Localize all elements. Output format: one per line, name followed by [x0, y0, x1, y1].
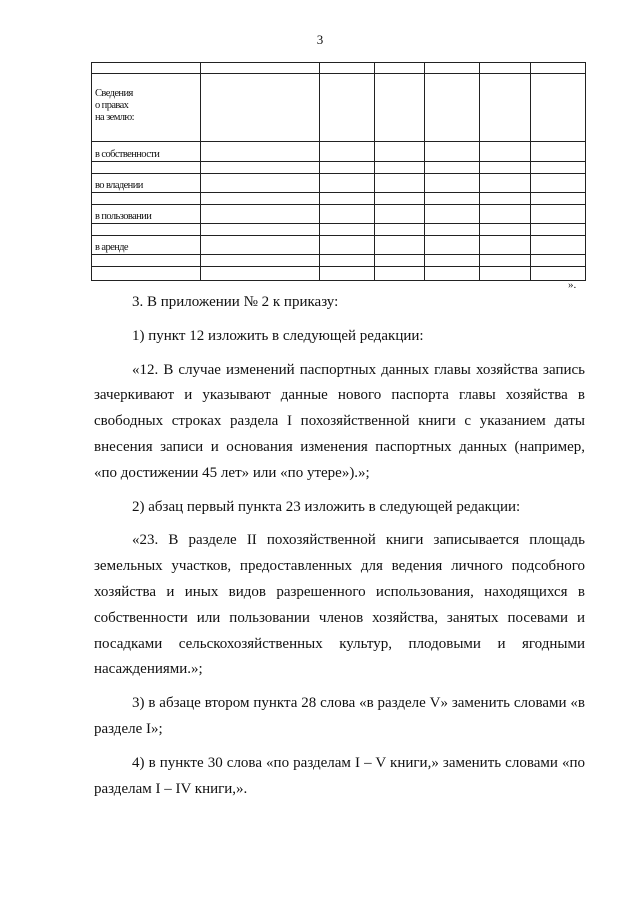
- table-row: [92, 267, 586, 281]
- table-cell: [480, 162, 531, 174]
- row-label: в собственности: [92, 142, 201, 162]
- paragraph: 4) в пункте 30 слова «по разделам I – V книги,» заменить словами «по разделам I – IV книги,».: [94, 754, 585, 797]
- table-cell: [320, 236, 375, 255]
- table-cell: [201, 255, 320, 267]
- table-row: [92, 236, 586, 255]
- table-cell: [320, 205, 375, 224]
- table-cell: [531, 174, 586, 193]
- table-row: [92, 224, 586, 236]
- table-cell: [531, 205, 586, 224]
- table-cell: [320, 174, 375, 193]
- paragraph: 1) пункт 12 изложить в следующей редакции:: [132, 327, 424, 344]
- table-cell: [425, 236, 480, 255]
- land-rights-table: [91, 62, 586, 281]
- table-cell: [425, 162, 480, 174]
- table-cell: [425, 142, 480, 162]
- table-cell: [375, 63, 425, 74]
- table-cell: [531, 255, 586, 267]
- row-label: в аренде: [92, 236, 201, 255]
- table-cell: [320, 162, 375, 174]
- table-cell: [375, 236, 425, 255]
- table-cell: [531, 74, 586, 142]
- table-cell: [425, 267, 480, 281]
- table-cell: [320, 74, 375, 142]
- table-cell: [320, 142, 375, 162]
- table-cell: [425, 193, 480, 205]
- table-cell: [480, 74, 531, 142]
- land-rights-header-cell: [92, 74, 201, 142]
- header-label-line: на землю:: [95, 112, 134, 123]
- table-cell: [425, 63, 480, 74]
- table-cell: [320, 63, 375, 74]
- table-row: [92, 255, 586, 267]
- table-cell: [92, 255, 201, 267]
- table-cell: [425, 255, 480, 267]
- body-text: [94, 290, 585, 802]
- table-cell: [480, 63, 531, 74]
- page-number: 3: [316, 32, 324, 47]
- paragraph: «23. В разделе II похозяйственной книги записывается площадь земельных участков, предоставленных для ведения личного подсобного хозяйства и иных видов разрешенного использования, находящихся в собственности или пользовании членов хозяйства, занятых посевами и посадками сельскохозяйственных культур, плодовыми и ягодными насаждениями.»;: [94, 532, 585, 678]
- table-cell: [92, 162, 201, 174]
- table-cell: [480, 142, 531, 162]
- table-cell: [480, 255, 531, 267]
- paragraph: 3) в абзаце втором пункта 28 слова «в разделе V» заменить словами «в разделе I»;: [94, 695, 585, 737]
- table-cell: [320, 255, 375, 267]
- table-cell: [201, 267, 320, 281]
- table-cell: [375, 267, 425, 281]
- table-cell: [320, 224, 375, 236]
- table-cell: [201, 63, 320, 74]
- paragraph: 3. В приложении № 2 к приказу:: [132, 294, 339, 310]
- table-cell: [480, 267, 531, 281]
- table-cell: [425, 224, 480, 236]
- table-cell: [531, 236, 586, 255]
- table-cell: [480, 236, 531, 255]
- header-label-line: о правах: [95, 100, 129, 111]
- table-cell: [201, 174, 320, 193]
- table-cell: [480, 224, 531, 236]
- table-cell: [375, 224, 425, 236]
- table-row: [92, 74, 586, 142]
- table-cell: [480, 205, 531, 224]
- table-row: [92, 174, 586, 193]
- table-cell: [201, 205, 320, 224]
- table-cell: [425, 174, 480, 193]
- table-cell: [531, 224, 586, 236]
- table-cell: [531, 63, 586, 74]
- table-cell: [531, 267, 586, 281]
- table-row: [92, 162, 586, 174]
- table-cell: [92, 63, 201, 74]
- row-label: в пользовании: [92, 205, 201, 224]
- closing-quote-mark: ».: [568, 279, 577, 291]
- table-cell: [425, 205, 480, 224]
- table-cell: [201, 142, 320, 162]
- table-cell: [201, 224, 320, 236]
- table-cell: [92, 193, 201, 205]
- table-cell: [201, 162, 320, 174]
- table-cell: [375, 142, 425, 162]
- table-cell: [201, 74, 320, 142]
- table-cell: [201, 193, 320, 205]
- table-cell: [375, 193, 425, 205]
- table-row: [92, 63, 586, 74]
- table-row: [92, 142, 586, 162]
- table-cell: [320, 193, 375, 205]
- table-cell: [375, 174, 425, 193]
- table-row: [92, 193, 586, 205]
- table-cell: [375, 162, 425, 174]
- table-cell: [480, 174, 531, 193]
- table-cell: [480, 193, 531, 205]
- table-cell: [531, 162, 586, 174]
- table-cell: [531, 142, 586, 162]
- paragraph: 2) абзац первый пункта 23 изложить в следующей редакции:: [132, 498, 521, 515]
- table-row: [92, 205, 586, 224]
- table-cell: [425, 74, 480, 142]
- table-cell: [531, 193, 586, 205]
- table-cell: [375, 255, 425, 267]
- table-cell: [92, 267, 201, 281]
- header-label-line: Сведения: [95, 88, 133, 99]
- table-cell: [375, 205, 425, 224]
- table-cell: [92, 224, 201, 236]
- table-cell: [320, 267, 375, 281]
- table-cell: [201, 236, 320, 255]
- row-label: во владении: [92, 174, 201, 193]
- paragraph: «12. В случае изменений паспортных данных главы хозяйства запись зачеркивают и указывают данные нового паспорта главы хозяйства в свободных строках раздела I похозяйственной книги с указанием даты внесения записи и основания изменения паспортных данных (например, «по достижении 45 лет» или «по утере»).»;: [94, 361, 585, 481]
- table-cell: [375, 74, 425, 142]
